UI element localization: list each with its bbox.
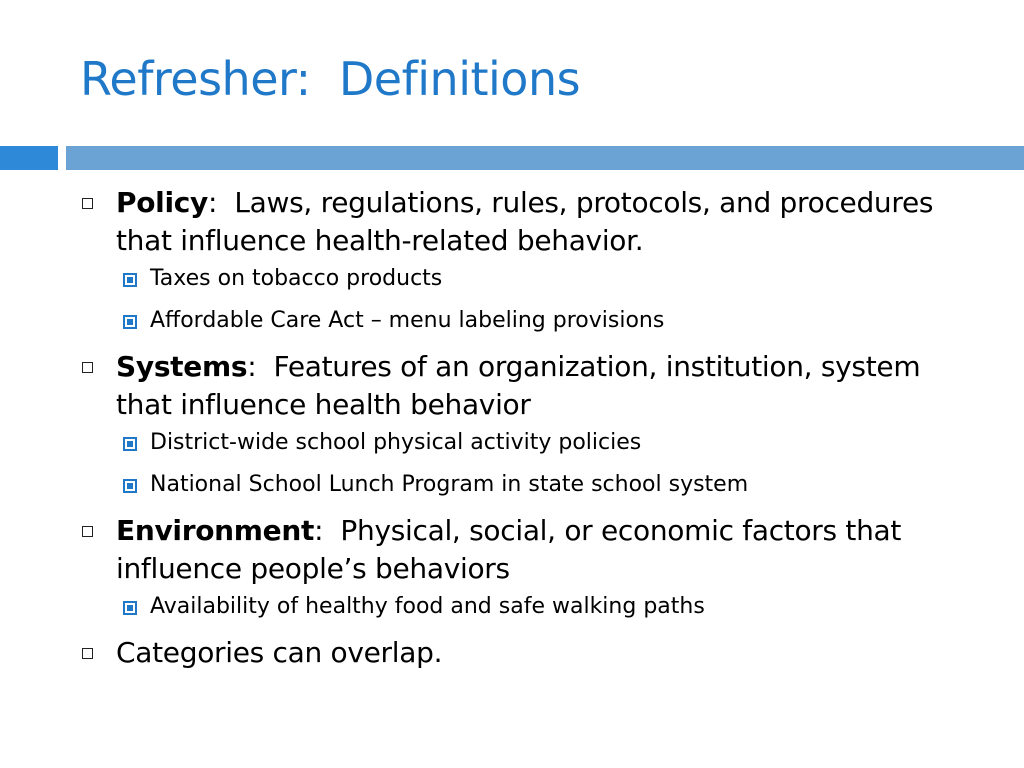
hollow-square-bullet-icon: [82, 648, 93, 659]
definition-text: Features of an organization, institution, system that influence health behavior: [116, 350, 929, 421]
filled-square-bullet-icon: [123, 273, 137, 287]
subbullet-systems-2: [80, 470, 980, 500]
subbullet-policy-1: [80, 264, 980, 294]
bullet-list: [80, 184, 980, 676]
subbullet-systems-1: [80, 428, 980, 458]
statement-text: Categories can overlap.: [116, 636, 443, 669]
subbullet-text: District-wide school physical activity policies: [150, 430, 642, 455]
term-colon: :: [314, 514, 324, 547]
bullet-categories-overlap: [80, 634, 980, 672]
slide-title: Refresher: Definitions: [80, 52, 581, 106]
definition-text: Physical, social, or economic factors that influence people’s behaviors: [116, 514, 910, 585]
hollow-square-bullet-icon: [82, 362, 93, 373]
title-accent-bar-right: [66, 146, 1024, 170]
bullet-policy: [80, 184, 980, 260]
subbullet-text: Taxes on tobacco products: [150, 266, 443, 291]
term-label: Environment: [116, 514, 315, 547]
term-colon: :: [208, 186, 218, 219]
definition-text: Laws, regulations, rules, protocols, and procedures that influence health-related behavior.: [116, 186, 942, 257]
hollow-square-bullet-icon: [82, 526, 93, 537]
subbullet-policy-2: [80, 306, 980, 336]
subbullet-text: Availability of healthy food and safe walking paths: [150, 594, 705, 619]
term-label: Policy: [116, 186, 209, 219]
term-label: Systems: [116, 350, 248, 383]
subbullet-text: Affordable Care Act – menu labeling provisions: [150, 308, 665, 333]
subbullet-environment-1: [80, 592, 980, 622]
title-accent-bar-left: [0, 146, 58, 170]
subbullet-text: National School Lunch Program in state school system: [150, 472, 749, 497]
filled-square-bullet-icon: [123, 479, 137, 493]
filled-square-bullet-icon: [123, 437, 137, 451]
bullet-environment: [80, 512, 980, 588]
hollow-square-bullet-icon: [82, 198, 93, 209]
bullet-systems: [80, 348, 980, 424]
filled-square-bullet-icon: [123, 315, 137, 329]
filled-square-bullet-icon: [123, 601, 137, 615]
term-colon: :: [247, 350, 257, 383]
